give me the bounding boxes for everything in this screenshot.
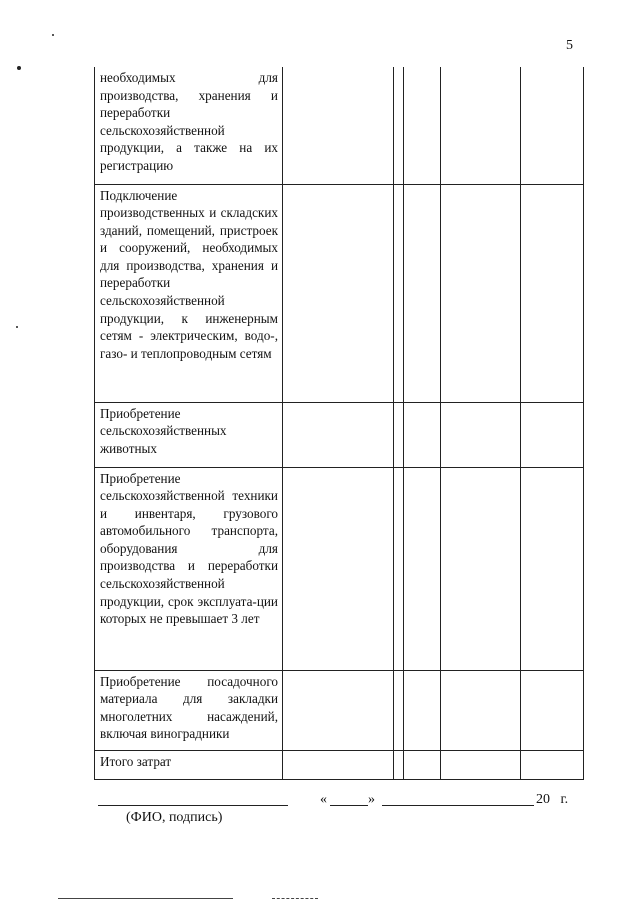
table-cell[interactable] (404, 467, 441, 670)
table-cell[interactable] (441, 402, 521, 467)
table-cell[interactable] (283, 184, 394, 402)
signature-line[interactable] (98, 805, 288, 806)
table-row (95, 67, 584, 184)
table-cell[interactable] (521, 670, 584, 750)
scan-artifact-dot (52, 34, 54, 36)
table-cell[interactable] (283, 467, 394, 670)
scan-artifact-dot (17, 66, 21, 70)
date-month-line[interactable] (382, 805, 534, 806)
table-row (95, 670, 584, 750)
table-row (95, 467, 584, 670)
table-cell[interactable] (394, 467, 404, 670)
table-cell[interactable] (404, 750, 441, 779)
date-close-quote: » (368, 792, 375, 807)
row-description: Подключение производственных и складских зданий, помещений, пристроек и сооружений, необходимых для производства, хранения и переработки сельскохозяйственной продукции, к инженерным сетям - электрическим, водо-, газо- и теплопроводным сетям (95, 184, 283, 402)
scan-artifact-dot (16, 326, 18, 328)
table-cell[interactable] (521, 67, 584, 184)
table-cell[interactable] (404, 67, 441, 184)
table-cell[interactable] (521, 467, 584, 670)
signature-caption: (ФИО, подпись) (126, 810, 223, 825)
table-cell[interactable] (441, 750, 521, 779)
table-row (95, 402, 584, 467)
date-day-line[interactable] (330, 805, 368, 806)
table-cell[interactable] (283, 750, 394, 779)
table-cell[interactable] (283, 67, 394, 184)
table-cell[interactable] (441, 467, 521, 670)
table-cell[interactable] (441, 184, 521, 402)
table-cell[interactable] (283, 402, 394, 467)
table-cell[interactable] (404, 402, 441, 467)
row-description: Приобретение сельскохозяйственной техники и инвентаря, грузового автомобильного транспорта, оборудования для производства и переработки сельскохозяйственной продукции, срок эксплуата-ции которых не превышает 3 лет (95, 467, 283, 670)
table-row (95, 750, 584, 779)
table-cell[interactable] (394, 184, 404, 402)
table-cell[interactable] (394, 670, 404, 750)
row-description: Приобретение посадочного материала для закладки многолетних насаждений, включая виноградники (95, 670, 283, 750)
table-cell[interactable] (441, 67, 521, 184)
table-cell[interactable] (404, 184, 441, 402)
row-description: необходимых для производства, хранения и переработки сельскохозяйственной продукции, а также на их регистрацию (95, 67, 283, 184)
table-cell[interactable] (283, 670, 394, 750)
table-cell[interactable] (521, 750, 584, 779)
table-cell[interactable] (521, 184, 584, 402)
footer-rule (272, 898, 318, 899)
footer-rule (58, 898, 233, 899)
page-number: 5 (566, 38, 573, 53)
table-cell[interactable] (394, 67, 404, 184)
table-cell[interactable] (394, 750, 404, 779)
cost-table (94, 67, 584, 780)
table-cell[interactable] (521, 402, 584, 467)
row-description: Итого затрат (95, 750, 283, 779)
date-year-suffix: 20 г. (536, 792, 569, 807)
table-cell[interactable] (404, 670, 441, 750)
table-cell[interactable] (394, 402, 404, 467)
table-cell[interactable] (441, 670, 521, 750)
row-description: Приобретение сельскохозяйственных животных (95, 402, 283, 467)
date-open-quote: « (320, 792, 327, 807)
table-row (95, 184, 584, 402)
